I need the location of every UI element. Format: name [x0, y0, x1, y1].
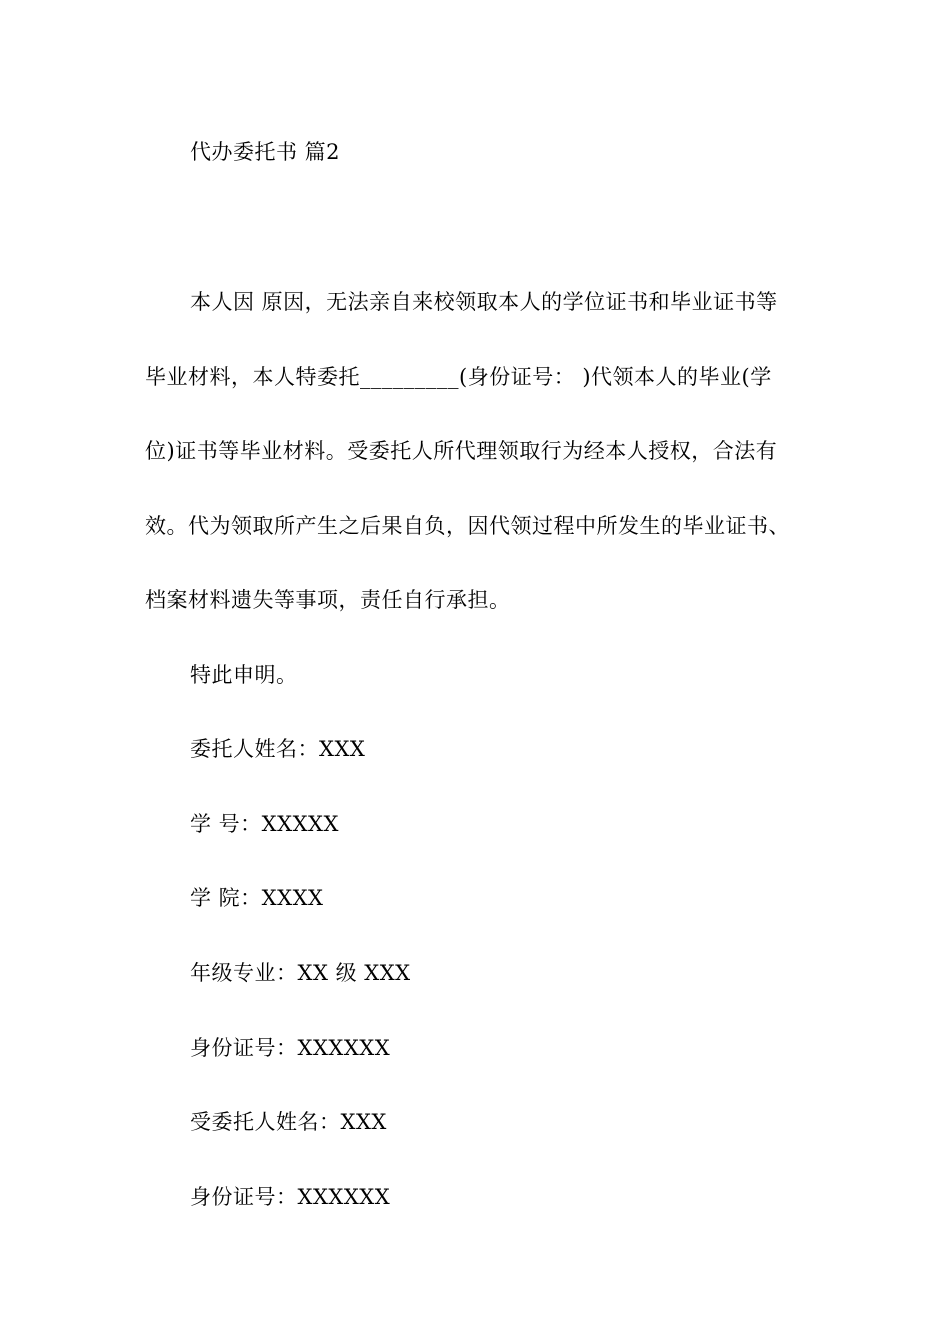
- body-line-1: 本人因 原因，无法亲自来校领取本人的学位证书和毕业证书等: [190, 290, 778, 314]
- field-agent-id-number: 身份证号：XXXXXX: [190, 1185, 391, 1209]
- field-college: 学 院：XXXX: [190, 886, 324, 910]
- body-line-2: 毕业材料，本人特委托_________(身份证号： )代领本人的毕业(学: [145, 365, 772, 389]
- body-line-5: 档案材料遗失等事项，责任自行承担。: [145, 588, 511, 612]
- field-principal-name: 委托人姓名：XXX: [190, 737, 366, 761]
- statement: 特此申明。: [190, 663, 298, 687]
- document-title: 代办委托书 篇2: [190, 140, 341, 164]
- body-line-4: 效。代为领取所产生之后果自负，因代领过程中所发生的毕业证书、: [145, 514, 790, 538]
- field-agent-name: 受委托人姓名：XXX: [190, 1110, 387, 1134]
- field-grade-major: 年级专业：XX 级 XXX: [190, 961, 411, 985]
- field-student-id: 学 号：XXXXX: [190, 812, 339, 836]
- body-line-3: 位)证书等毕业材料。受委托人所代理领取行为经本人授权，合法有: [145, 439, 778, 463]
- field-principal-id-number: 身份证号：XXXXXX: [190, 1036, 391, 1060]
